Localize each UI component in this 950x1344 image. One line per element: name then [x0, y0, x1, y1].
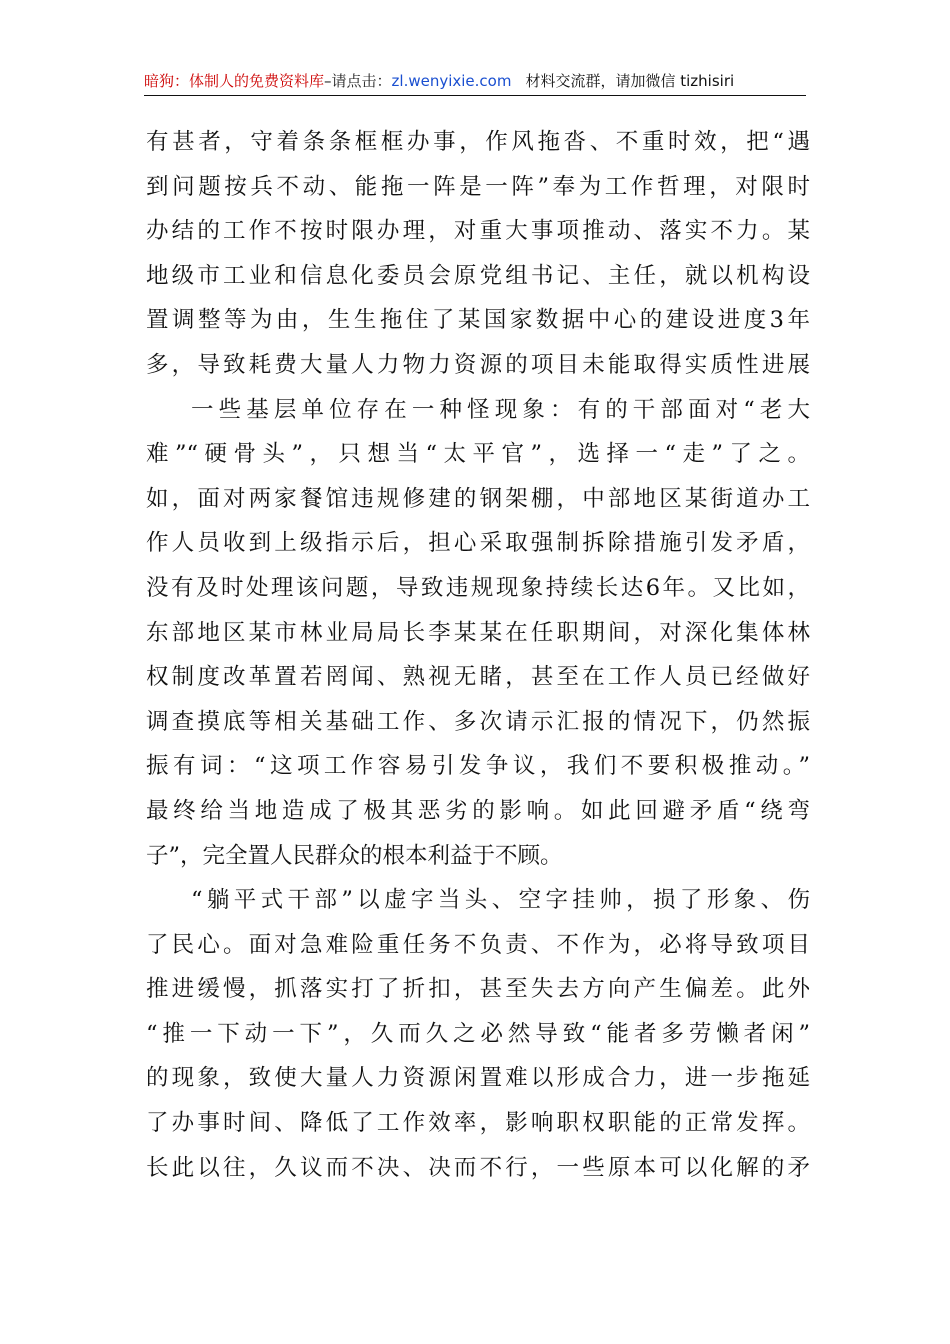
- header-url-link[interactable]: zl.wenyixie.com: [391, 72, 512, 90]
- text-line: 长此以往，久议而不决、决而不行，一些原本可以化解的矛: [146, 1154, 810, 1181]
- paragraph-first-line: “躺平式干部”以虚字当头、空字挂帅，损了形象、伤: [191, 887, 810, 914]
- text-line: 调查摸底等相关基础工作、多次请示汇报的情况下，仍然振: [146, 708, 810, 735]
- text-line: 置调整等为由，生生拖住了某国家数据中心的建设进度3年: [146, 307, 810, 334]
- text-line: 振有词：“这项工作容易引发争议，我们不要积极推动。”: [146, 753, 810, 780]
- text-line: 难”“硬骨头”，只想当“太平官”，选择一“走”了之。: [146, 441, 810, 468]
- text-line: 到问题按兵不动、能拖一阵是一阵”奉为工作哲理，对限时: [146, 173, 810, 200]
- header-divider: [144, 95, 806, 96]
- text-line: 了民心。面对急难险重任务不负责、不作为，必将导致项目: [146, 931, 810, 958]
- text-line: 权制度改革置若罔闻、熟视无睹，甚至在工作人员已经做好: [146, 664, 810, 691]
- page-header: [144, 68, 806, 94]
- header-wechat: 材料交流群，请加微信 tizhisiri: [525, 72, 735, 90]
- text-line: “推一下动一下”，久而久之必然导致“能者多劳懒者闲”: [146, 1020, 810, 1047]
- text-line: 地级市工业和信息化委员会原党组书记、主任，就以机构设: [146, 262, 810, 289]
- header-brand: 暗狗：体制人的免费资料库: [144, 72, 325, 90]
- text-line: 没有及时处理该问题，导致违规现象持续长达6年。又比如，: [146, 574, 810, 601]
- text-line: 东部地区某市林业局局长李某某在任职期间，对深化集体林: [146, 619, 810, 646]
- text-line: 作人员收到上级指示后，担心采取强制拆除措施引发矛盾，: [146, 530, 810, 557]
- text-line: 办结的工作不按时限办理，对重大事项推动、落实不力。某: [146, 218, 810, 245]
- text-line: 有甚者，守着条条框框办事，作风拖沓、不重时效，把“遇: [146, 129, 810, 155]
- text-line: 的现象，致使大量人力资源闲置难以形成合力，进一步拖延: [146, 1065, 810, 1092]
- document-body: [146, 120, 810, 1190]
- text-line: 了办事时间、降低了工作效率，影响职权职能的正常发挥。: [146, 1110, 810, 1137]
- text-line: 如，面对两家餐馆违规修建的钢架棚，中部地区某街道办工: [146, 485, 810, 512]
- text-line: 多，导致耗费大量人力物力资源的项目未能取得实质性进展: [146, 351, 810, 378]
- paragraph-last-line: 子”，完全置人民群众的根本利益于不顾。: [146, 842, 563, 869]
- paragraph-first-line: 一些基层单位存在一种怪现象：有的干部面对“老大: [191, 396, 810, 423]
- text-line: 推进缓慢，抓落实打了折扣，甚至失去方向产生偏差。此外: [146, 976, 810, 1003]
- header-prompt: –请点击：: [324, 72, 392, 90]
- text-line: 最终给当地造成了极其恶劣的影响。如此回避矛盾“绕弯: [146, 797, 810, 824]
